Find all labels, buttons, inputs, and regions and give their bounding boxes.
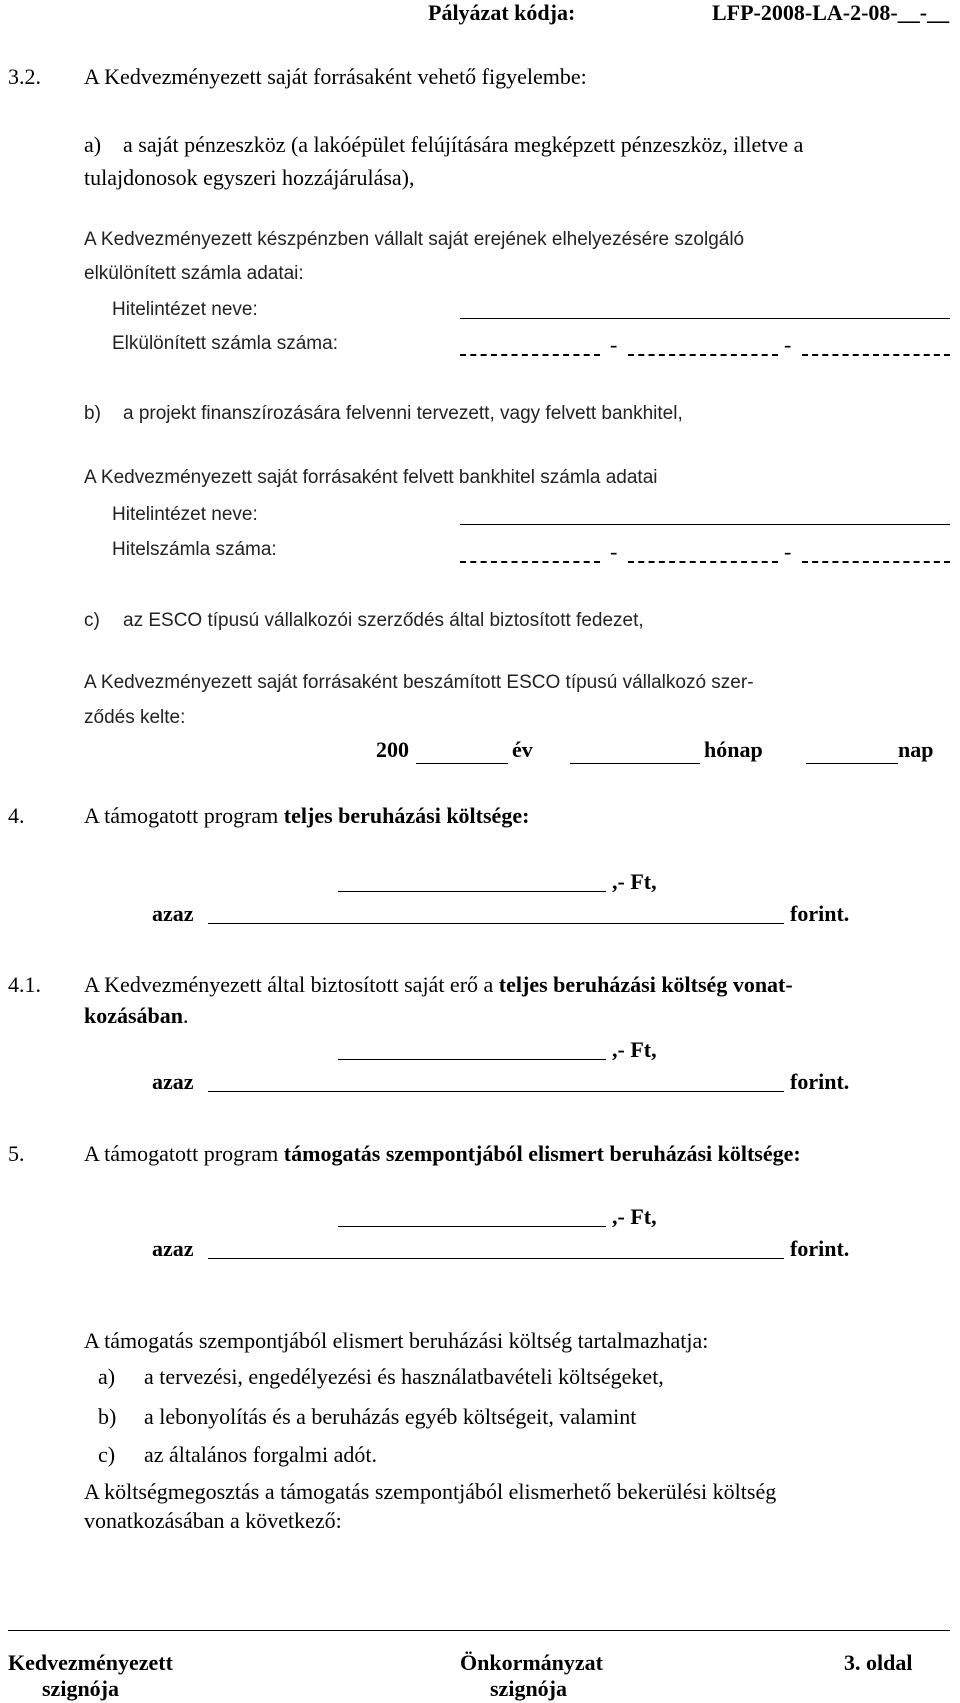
item-c-text: az ESCO típusú vállalkozói szerződés által biztosított fedezet, (123, 610, 644, 631)
item-c-desc-line1: A Kedvezményezett saját forrásaként beszámított ESCO típusú vállalkozó szer- (84, 672, 754, 693)
date-year-field[interactable] (416, 763, 508, 764)
own-contribution-forint-label: forint. (790, 1069, 850, 1094)
section-5-title: A támogatott program támogatás szempontjából elismert beruházási költsége: (84, 1141, 801, 1166)
date-month-field[interactable] (570, 763, 700, 764)
section-4-1-title-line2: kozásában. (84, 1003, 189, 1028)
application-code-value: LFP-2008-LA-2-08-__-__ (712, 0, 950, 25)
date-year-prefix: 200 (376, 737, 409, 762)
item-a-text-line2: tulajdonosok egyszeri hozzájárulása), (84, 165, 415, 190)
account-number-label-a: Elkülönített számla száma: (112, 333, 338, 354)
cost-list-item-c: az általános forgalmi adót. (144, 1442, 377, 1467)
footer-municipality-label: Önkormányzat (460, 1650, 603, 1675)
account-separator-b1: - (610, 539, 618, 564)
cost-sharing-line1: A költségmegosztás a támogatás szempontjából elismerhető bekerülési költség (84, 1479, 777, 1504)
item-a-desc-line1: A Kedvezményezett készpénzben vállalt saját erejének elhelyezésére szolgáló (84, 229, 745, 250)
date-day-label: nap (898, 737, 934, 762)
account-separator-a2: - (784, 332, 792, 357)
loan-account-field-part1[interactable] (460, 561, 600, 563)
own-contribution-amount-field[interactable] (338, 1059, 606, 1060)
section-4-title: A támogatott program teljes beruházási költsége: (84, 803, 530, 828)
bank-name-label-a: Hitelintézet neve: (112, 299, 258, 320)
cost-list-item-b: a lebonyolítás és a beruházás egyéb költségeit, valamint (144, 1404, 637, 1429)
cost-list-intro: A támogatás szempontjából elismert beruházási költség tartalmazhatja: (84, 1328, 709, 1353)
cost-list-marker-a: a) (98, 1364, 116, 1389)
total-cost-forint-label: forint. (790, 901, 850, 926)
total-cost-words-field[interactable] (208, 923, 784, 924)
eligible-cost-words-field[interactable] (208, 1258, 784, 1259)
section-number-4-1: 4.1. (8, 972, 41, 997)
account-number-field-a-part2[interactable] (628, 354, 778, 356)
cost-sharing-line2: vonatkozásában a következő: (84, 1508, 342, 1533)
item-a-desc-line2: elkülönített számla adatai: (84, 263, 304, 284)
item-b-marker: b) (84, 403, 101, 424)
bank-name-label-b: Hitelintézet neve: (112, 504, 258, 525)
bank-name-field-b[interactable] (460, 524, 950, 525)
bank-name-field-a[interactable] (460, 318, 950, 319)
total-cost-azaz-label: azaz (152, 901, 194, 926)
application-code-label: Pályázat kódja: (428, 0, 576, 25)
date-month-label: hónap (704, 737, 763, 762)
total-cost-ft-suffix: ,- Ft, (612, 869, 657, 894)
loan-account-field-part2[interactable] (628, 561, 778, 563)
account-number-field-a-part1[interactable] (460, 354, 600, 356)
item-c-desc-line2: ződés kelte: (84, 707, 186, 728)
account-number-field-a-part3[interactable] (802, 354, 950, 356)
eligible-cost-forint-label: forint. (790, 1236, 850, 1261)
account-separator-b2: - (784, 539, 792, 564)
footer-beneficiary-signature: szignója (42, 1676, 119, 1701)
own-contribution-words-field[interactable] (208, 1091, 784, 1092)
eligible-cost-ft-suffix: ,- Ft, (612, 1204, 657, 1229)
page-number: 3. oldal (844, 1650, 913, 1675)
item-c-marker: c) (84, 610, 100, 631)
item-a-text-line1: a saját pénzeszköz (a lakóépület felújítására megképzett pénzeszköz, illetve a (123, 132, 804, 157)
cost-list-marker-b: b) (98, 1404, 117, 1429)
footer-municipality-signature: szignója (490, 1676, 567, 1701)
date-year-label: év (512, 737, 533, 762)
section-4-1-title-line1: A Kedvezményezett által biztosított saját erő a teljes beruházási költség vonat- (84, 972, 793, 997)
section-3-2-title: A Kedvezményezett saját forrásaként vehető figyelembe: (84, 64, 587, 89)
section-number-5: 5. (8, 1141, 25, 1166)
cost-list-marker-c: c) (98, 1442, 116, 1467)
footer-divider (8, 1630, 950, 1631)
item-a-marker: a) (84, 132, 102, 157)
item-b-text: a projekt finanszírozására felvenni tervezett, vagy felvett bankhitel, (123, 403, 683, 424)
date-day-field[interactable] (806, 763, 898, 764)
item-b-desc: A Kedvezményezett saját forrásaként felvett bankhitel számla adatai (84, 467, 658, 488)
eligible-cost-azaz-label: azaz (152, 1236, 194, 1261)
section-number-3-2: 3.2. (8, 64, 41, 89)
cost-list-item-a: a tervezési, engedélyezési és használatbavételi költségeket, (144, 1364, 664, 1389)
total-cost-amount-field[interactable] (338, 891, 606, 892)
own-contribution-ft-suffix: ,- Ft, (612, 1037, 657, 1062)
account-separator-a1: - (610, 332, 618, 357)
loan-account-field-part3[interactable] (802, 561, 950, 563)
loan-account-label: Hitelszámla száma: (112, 539, 277, 560)
footer-beneficiary-label: Kedvezményezett (8, 1650, 173, 1675)
eligible-cost-amount-field[interactable] (338, 1226, 606, 1227)
section-number-4: 4. (8, 803, 25, 828)
own-contribution-azaz-label: azaz (152, 1069, 194, 1094)
